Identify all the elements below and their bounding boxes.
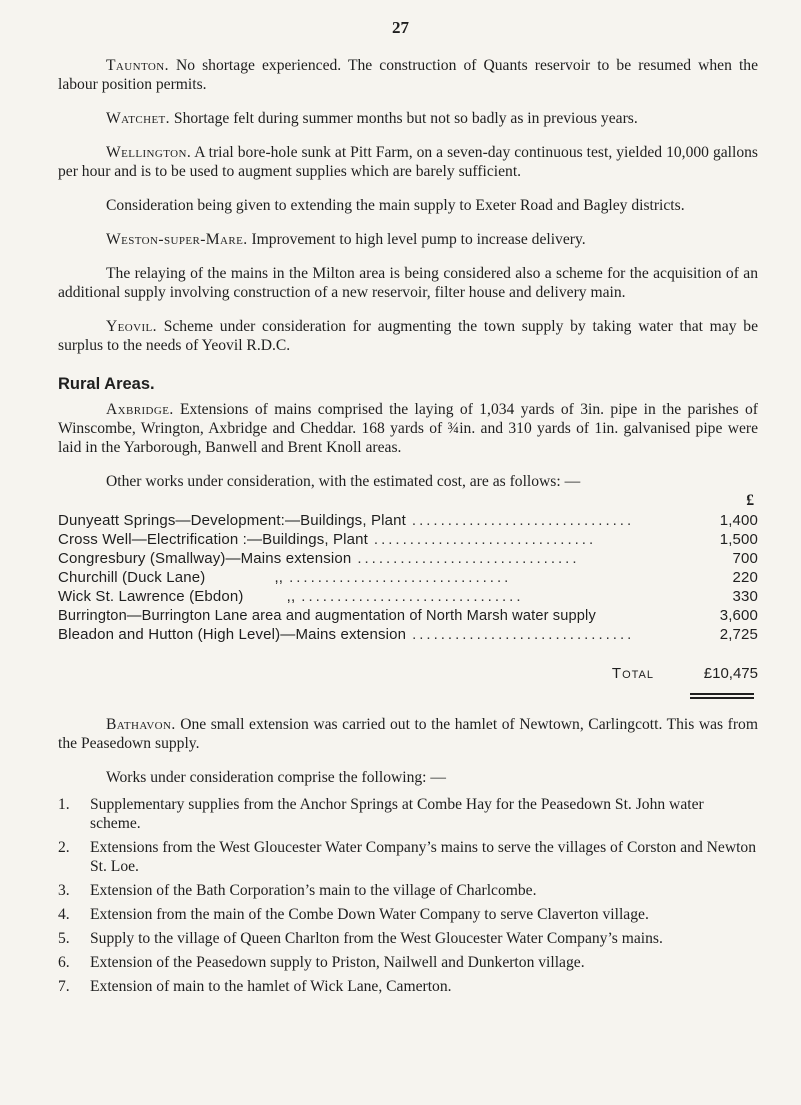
- total-label: Total: [611, 665, 654, 682]
- leader-dots: ...............................: [357, 550, 580, 567]
- section-heading-rural-areas: Rural Areas.: [58, 375, 155, 393]
- place-name: Axbridge.: [106, 401, 174, 418]
- place-name: Taunton.: [106, 57, 169, 74]
- numbered-works-list: [58, 795, 758, 996]
- table-row: [58, 606, 758, 625]
- currency-header: £: [746, 492, 754, 509]
- paragraph-axbridge: [58, 400, 758, 457]
- paragraph-wellington-cont: [58, 196, 758, 215]
- list-number: 5.: [58, 930, 70, 947]
- work-cost: 220: [732, 569, 758, 586]
- list-item: [58, 929, 758, 948]
- list-item: [58, 838, 758, 876]
- paragraph-text: No shortage experienced. The construction of Quants reservoir to be resumed when the labour position permits.: [58, 57, 759, 93]
- paragraph-text: Improvement to high level pump to increase delivery.: [251, 231, 586, 248]
- paragraph-text: A trial bore-hole sunk at Pitt Farm, on a seven-day continuous test, yielded 10,000 gallons per hour and is to be used to augment supplies which are barely sufficient.: [58, 144, 758, 180]
- list-item: [58, 905, 758, 924]
- work-name: Churchill (Duck Lane) ,,: [58, 569, 284, 586]
- work-name: Burrington—Burrington Lane area and augmentation of North Marsh water supply: [58, 608, 596, 624]
- place-name: Watchet.: [106, 110, 170, 127]
- list-text: Extension of the Bath Corporation’s main to the village of Charlcombe.: [90, 882, 537, 899]
- paragraph-text: The relaying of the mains in the Milton area is being considered also a scheme for the acquisition of an additional supply involving construction of a new reservoir, filter house and delivery main.: [58, 265, 758, 301]
- paragraph-yeovil: [58, 317, 758, 355]
- work-cost: 3,600: [719, 607, 758, 624]
- work-cost: 330: [732, 588, 758, 605]
- list-number: 1.: [58, 796, 70, 813]
- paragraph-text: One small extension was carried out to the hamlet of Newtown, Carlingcott. This was from the Peasedown supply.: [58, 716, 758, 752]
- page-number: 27: [392, 18, 409, 37]
- list-number: 4.: [58, 906, 70, 923]
- leader-dots: ...............................: [289, 569, 512, 586]
- paragraph-text: Shortage felt during summer months but not so badly as in previous years.: [173, 110, 638, 127]
- work-cost: 700: [732, 550, 758, 567]
- work-cost: 1,400: [719, 512, 758, 529]
- paragraph-watchet: [58, 109, 758, 128]
- list-text: Extension from the main of the Combe Down Water Company to serve Claverton village.: [90, 906, 649, 923]
- list-item: [58, 977, 758, 996]
- table-row: [58, 511, 758, 530]
- paragraph-text: Scheme under consideration for augmenting the town supply by taking water that may be surplus to the needs of Yeovil R.D.C.: [58, 318, 758, 354]
- paragraph-other-works-intro: Other works under consideration, with the estimated cost, are as follows: —: [106, 473, 581, 490]
- leader-dots: ...............................: [411, 512, 635, 529]
- paragraph-wellington: [58, 143, 758, 181]
- work-name: Bleadon and Hutton (High Level)—Mains extension: [58, 626, 407, 643]
- table-row: [58, 568, 758, 587]
- list-item: [58, 881, 758, 900]
- work-name: Congresbury (Smallway)—Mains extension: [58, 550, 352, 567]
- document-body: [58, 56, 758, 1001]
- list-item: [58, 953, 758, 972]
- table-row: [58, 530, 758, 549]
- works-cost-table: [58, 491, 758, 699]
- work-name: Dunyeatt Springs—Development:—Buildings, Plant: [58, 512, 406, 529]
- paragraph-weston-cont: [58, 264, 758, 302]
- list-number: 2.: [58, 839, 70, 856]
- paragraph-text: Consideration being given to extending the main supply to Exeter Road and Bagley districts.: [106, 197, 685, 214]
- place-name: Bathavon.: [106, 716, 176, 733]
- total-value: £10,475: [703, 665, 758, 682]
- list-number: 3.: [58, 882, 70, 899]
- paragraph-text: Extensions of mains comprised the laying of 1,034 yards of 3in. pipe in the parishes of Winscombe, Wrington, Axbridge and Cheddar. 168 yards of ¾in. and 310 yards of 1in. galvanised pipe were laid in the Yarborough, Banwell and Brent Knoll areas.: [58, 401, 758, 456]
- table-row: [58, 587, 758, 606]
- place-name: Wellington.: [106, 144, 192, 161]
- work-cost: 1,500: [719, 531, 758, 548]
- paragraph-weston: [58, 230, 758, 249]
- place-name: Weston-super-Mare.: [106, 231, 248, 248]
- list-number: 7.: [58, 978, 70, 995]
- list-text: Supply to the village of Queen Charlton from the West Gloucester Water Company’s mains.: [90, 930, 663, 947]
- paragraph-bathavon: [58, 715, 758, 753]
- leader-dots: ...............................: [412, 626, 635, 643]
- list-text: Extension of main to the hamlet of Wick Lane, Camerton.: [90, 978, 452, 995]
- leader-dots: ...............................: [373, 531, 597, 548]
- total-double-rule: [690, 693, 754, 699]
- list-text: Supplementary supplies from the Anchor Springs at Combe Hay for the Peasedown St. John water scheme.: [90, 796, 704, 832]
- list-text: Extension of the Peasedown supply to Priston, Nailwell and Dunkerton village.: [90, 954, 585, 971]
- list-item: [58, 795, 758, 833]
- list-text: Extensions from the West Gloucester Water Company’s mains to serve the villages of Corston and Newton St. Loe.: [90, 839, 757, 875]
- work-name: Wick St. Lawrence (Ebdon) ,,: [58, 588, 296, 605]
- leader-dots: ...............................: [301, 588, 524, 605]
- paragraph-works-intro: Works under consideration comprise the following: —: [106, 769, 447, 786]
- total-row: [58, 664, 758, 683]
- table-row: [58, 625, 758, 644]
- work-cost: 2,725: [719, 626, 758, 643]
- paragraph-taunton: [58, 56, 758, 94]
- table-row: [58, 549, 758, 568]
- work-name: Cross Well—Electrification :—Buildings, Plant: [58, 531, 368, 548]
- place-name: Yeovil.: [106, 318, 157, 335]
- list-number: 6.: [58, 954, 70, 971]
